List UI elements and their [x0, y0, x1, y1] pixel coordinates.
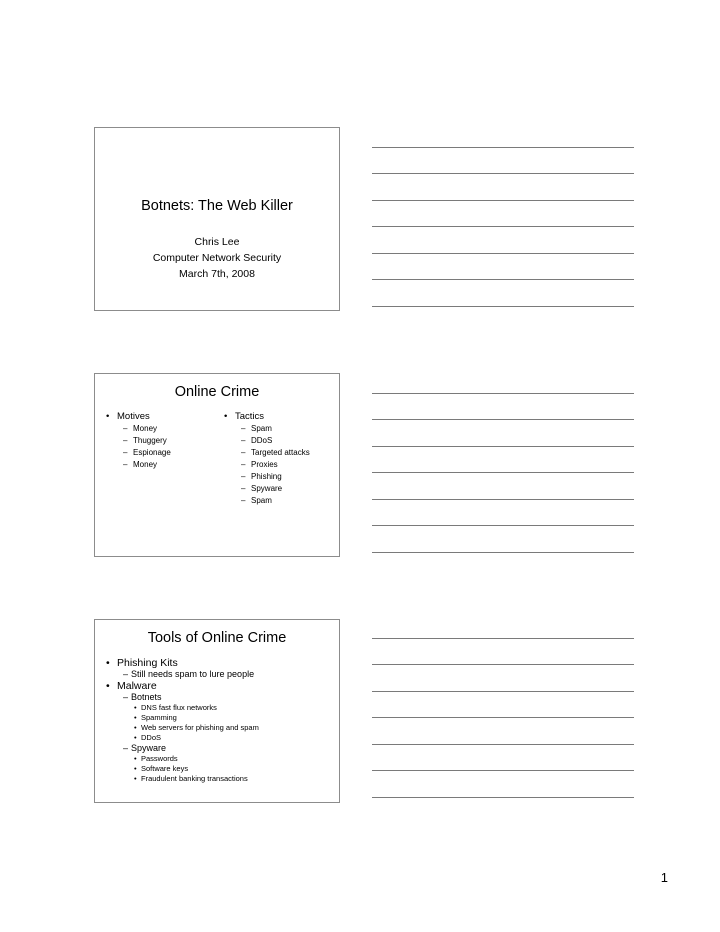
note-line — [372, 254, 634, 281]
motives-column — [103, 411, 171, 471]
list-item: – Money — [123, 424, 158, 433]
notes-lines-1 — [372, 121, 634, 307]
list-item: • Web servers for phishing and spam — [134, 723, 259, 732]
list-item: – Thuggery — [123, 436, 167, 445]
slide-1-author: Chris Lee — [194, 236, 240, 248]
list-item: • Phishing Kits — [106, 657, 178, 669]
motives-heading: • Motives — [106, 411, 150, 422]
list-item: • DDoS — [134, 733, 162, 742]
note-line — [372, 718, 634, 745]
note-line — [372, 692, 634, 719]
note-line — [372, 227, 634, 254]
list-item: • Malware — [106, 680, 157, 692]
page-number: 1 — [660, 870, 668, 885]
slide-3 — [94, 619, 340, 803]
note-line — [372, 148, 634, 175]
list-item: – Money — [123, 460, 158, 469]
list-item: – Spyware — [123, 743, 167, 753]
note-line — [372, 121, 634, 148]
tactics-column — [221, 411, 310, 507]
note-line — [372, 612, 634, 639]
note-line — [372, 420, 634, 447]
note-line — [372, 201, 634, 228]
list-item: – Botnets — [123, 692, 162, 702]
list-item: – Phishing — [241, 472, 282, 481]
note-line — [372, 771, 634, 798]
list-item: • Passwords — [134, 754, 178, 763]
note-line — [372, 639, 634, 666]
list-item: – Espionage — [123, 448, 171, 457]
note-line — [372, 526, 634, 553]
slide-1-title: Botnets: The Web Killer — [141, 198, 293, 214]
list-item: – Spam — [241, 424, 272, 433]
note-line — [372, 665, 634, 692]
note-line — [372, 394, 634, 421]
tactics-heading: • Tactics — [224, 411, 265, 422]
note-line — [372, 745, 634, 772]
list-item: – Spam — [241, 496, 272, 505]
list-item: – Spyware — [241, 484, 283, 493]
notes-lines-3 — [372, 612, 634, 798]
note-line — [372, 367, 634, 394]
list-item: • Fraudulent banking transactions — [134, 774, 248, 783]
list-item: – DDoS — [241, 436, 273, 445]
slide-2 — [94, 373, 340, 557]
slide-3-title: Tools of Online Crime — [147, 630, 287, 646]
notes-lines-2 — [372, 367, 634, 553]
slide-2-title: Online Crime — [174, 384, 260, 400]
note-line — [372, 447, 634, 474]
note-line — [372, 500, 634, 527]
list-item: • Spamming — [134, 713, 177, 722]
slide-1 — [94, 127, 340, 311]
list-item: • DNS fast flux networks — [134, 703, 217, 712]
list-item: – Proxies — [241, 460, 278, 469]
note-line — [372, 473, 634, 500]
slide-1-course: Computer Network Security — [152, 252, 282, 264]
tools-bullet-list — [103, 657, 335, 784]
note-line — [372, 280, 634, 307]
list-item: – Still needs spam to lure people — [123, 669, 255, 679]
slide-1-date: March 7th, 2008 — [179, 268, 255, 280]
list-item: • Software keys — [134, 764, 189, 773]
list-item: – Targeted attacks — [241, 448, 310, 457]
note-line — [372, 174, 634, 201]
